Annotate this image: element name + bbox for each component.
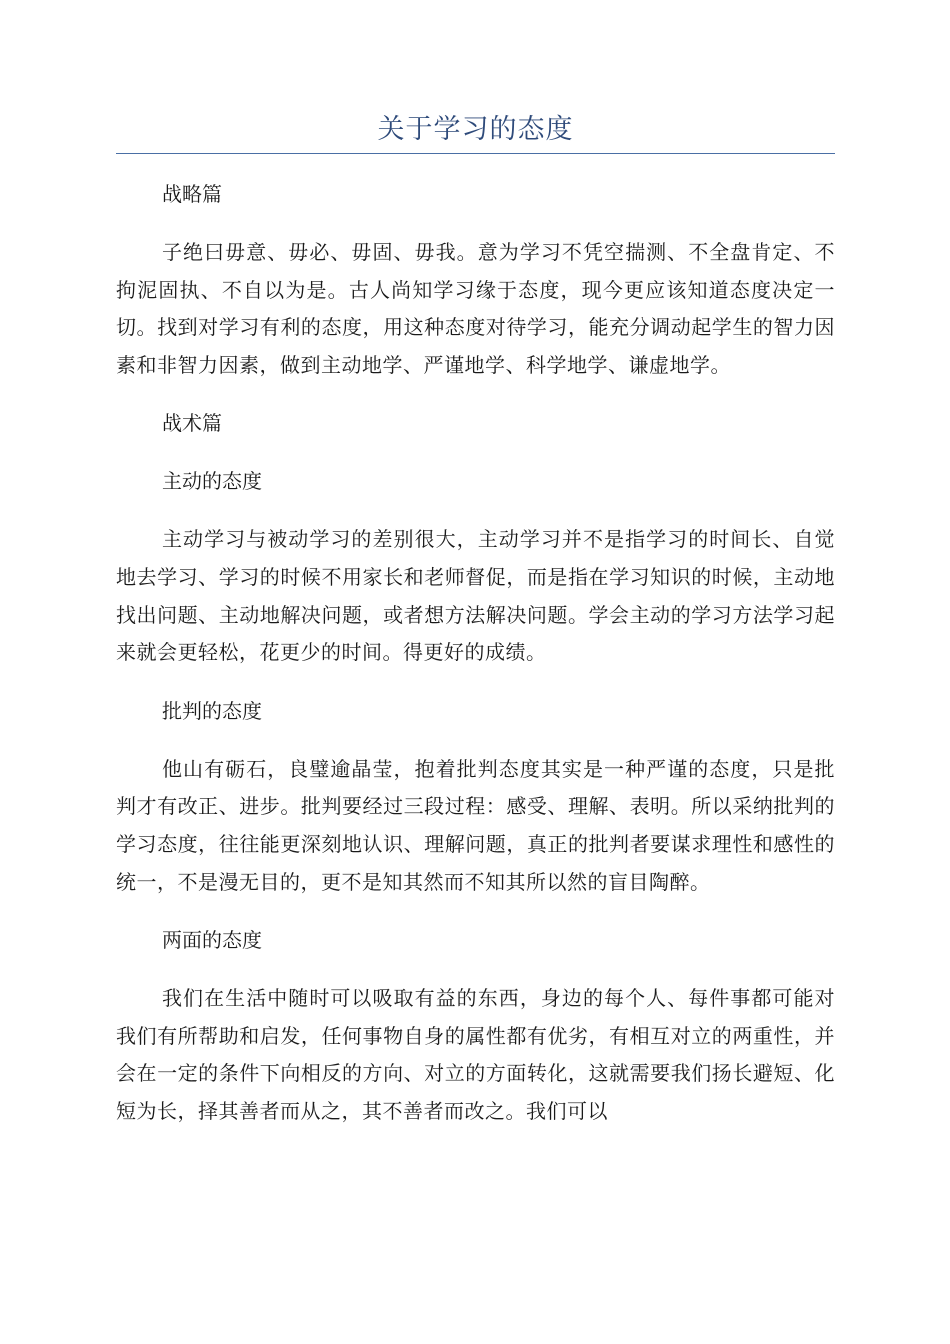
paragraph-two-sided-attitude: 我们在生活中随时可以吸取有益的东西，身边的每个人、每件事都可能对我们有所帮助和启发，任何事物自身的属性都有优劣，有相互对立的两重性，并会在一定的条件下向相反的方向、对立的方面转化，这就需要我们扬长避短、化短为长，择其善者而从之，其不善者而改之。我们可以 <box>116 986 835 1123</box>
document-body <box>116 176 835 1152</box>
subheading-active-attitude: 主动的态度 <box>162 469 262 494</box>
paragraph-active-attitude: 主动学习与被动学习的差别很大，主动学习并不是指学习的时间长、自觉地去学习、学习的时候不用家长和老师督促，而是指在学习知识的时候，主动地找出问题、主动地解决问题，或者想方法解决问题。学会主动的学习方法学习起来就会更轻松，花更少的时间。得更好的成绩。 <box>116 527 835 665</box>
section-heading-strategy: 战略篇 <box>162 182 222 206</box>
paragraph-critical-attitude: 他山有砺石，良璧逾晶莹，抱着批判态度其实是一种严谨的态度，只是批判才有改正、进步。批判要经过三段过程：感受、理解、表明。所以采纳批判的学习态度，往往能更深刻地认识、理解问题，真正的批判者要谋求理性和感性的统一，不是漫无目的，更不是知其然而不知其所以然的盲目陶醉。 <box>116 756 835 894</box>
document-title: 关于学习的态度 <box>377 114 574 145</box>
subheading-two-sided-attitude: 两面的态度 <box>162 928 262 953</box>
section-heading-tactics: 战术篇 <box>162 411 222 436</box>
paragraph-strategy: 子绝曰毋意、毋必、毋固、毋我。意为学习不凭空揣测、不全盘肯定、不拘泥固执、不自以为是。古人尚知学习缘于态度，现今更应该知道态度决定一切。找到对学习有利的态度，用这种态度对待学习，能充分调动起学生的智力因素和非智力因素，做到主动地学、严谨地学、科学地学、谦虚地学。 <box>116 240 835 377</box>
title-underline <box>116 153 835 154</box>
subheading-critical-attitude: 批判的态度 <box>162 698 262 723</box>
